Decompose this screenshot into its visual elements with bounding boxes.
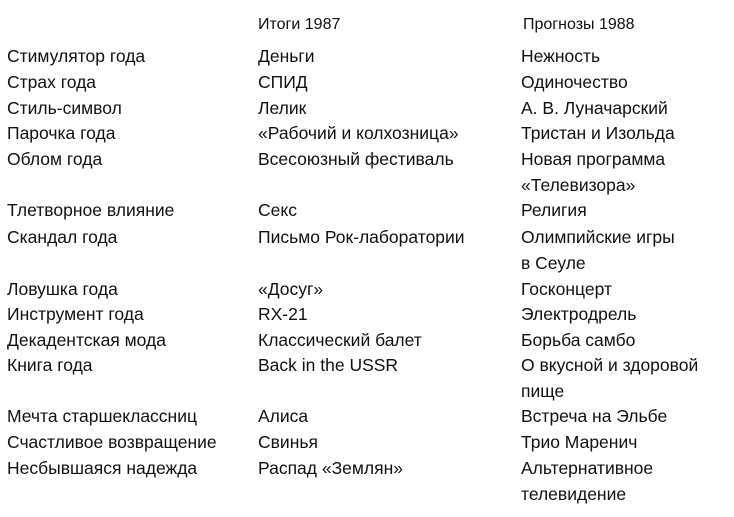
forecast-value — [521, 96, 668, 122]
result-value: RX-21 — [258, 304, 308, 324]
forecast-value — [521, 328, 635, 354]
forecast-line: Одиночество — [521, 72, 628, 92]
forecast-line: Электродрель — [521, 304, 637, 324]
category-label: Страх года — [7, 72, 97, 92]
result-value: Классический балет — [258, 330, 422, 350]
forecast-value — [521, 277, 612, 303]
forecast-line: в Сеуле — [521, 252, 586, 273]
result-value: Письмо Рок-лаборатории — [258, 227, 465, 247]
result-value: Секс — [258, 200, 297, 220]
forecast-value — [521, 404, 667, 430]
result-value: «Досуг» — [258, 279, 324, 299]
category-label: Стимулятор года — [7, 46, 146, 66]
forecast-value — [521, 198, 587, 224]
forecast-value — [521, 70, 628, 96]
forecast-line: телевидение — [521, 483, 627, 504]
forecast-line: пище — [521, 380, 565, 401]
result-value: «Рабочий и колхозница» — [258, 123, 459, 143]
forecast-line: Трио Маренич — [521, 432, 638, 452]
forecast-value — [521, 302, 636, 328]
result-value: Свинья — [258, 432, 318, 452]
result-value: Распад «Землян» — [258, 458, 404, 478]
result-value: СПИД — [258, 72, 308, 92]
category-label: Парочка года — [7, 123, 116, 143]
result-value: Деньги — [258, 46, 315, 66]
forecast-line: Тристан и Изольда — [521, 123, 675, 143]
result-value: Back in the USSR — [258, 355, 399, 375]
forecast-line: Госконцерт — [521, 279, 612, 299]
forecast-line: О вкусной и здоровой — [521, 355, 699, 375]
forecast-line: Новая программа — [521, 149, 666, 169]
forecast-line: Нежность — [521, 46, 601, 66]
category-label: Мечта старшеклассниц — [7, 406, 198, 426]
category-label: Стиль-символ — [7, 98, 122, 118]
category-label: Несбывшаяся надежда — [7, 458, 198, 478]
header-results: Итоги 1987 — [258, 16, 341, 33]
forecast-value — [521, 225, 675, 277]
forecast-line: Олимпийские игры — [521, 227, 675, 247]
forecast-value — [521, 430, 637, 456]
category-label: Тлетворное влияние — [7, 200, 175, 220]
result-value: Всесоюзный фестиваль — [258, 149, 454, 169]
category-label: Декадентская мода — [7, 330, 166, 350]
forecast-line: Встреча на Эльбе — [521, 406, 668, 426]
category-label: Счастливое возвращение — [7, 432, 217, 452]
forecast-value — [521, 147, 665, 199]
category-label: Облом года — [7, 149, 103, 169]
forecast-line: Альтернативное — [521, 458, 654, 478]
forecast-value — [521, 121, 675, 147]
forecast-line: Борьба самбо — [521, 330, 636, 350]
category-label: Книга года — [7, 355, 93, 375]
forecast-line: «Телевизора» — [521, 174, 636, 195]
forecast-value — [521, 456, 653, 508]
category-label: Скандал года — [7, 227, 118, 247]
result-value: Алиса — [258, 406, 309, 426]
category-label: Ловушка года — [7, 279, 118, 299]
forecast-line: Религия — [521, 200, 587, 220]
category-label: Инструмент года — [7, 304, 144, 324]
header-forecasts: Прогнозы 1988 — [523, 16, 635, 33]
forecast-value — [521, 353, 698, 405]
result-value: Лелик — [258, 98, 307, 118]
forecast-line: А. В. Луначарский — [521, 98, 668, 118]
forecast-value — [521, 44, 600, 70]
